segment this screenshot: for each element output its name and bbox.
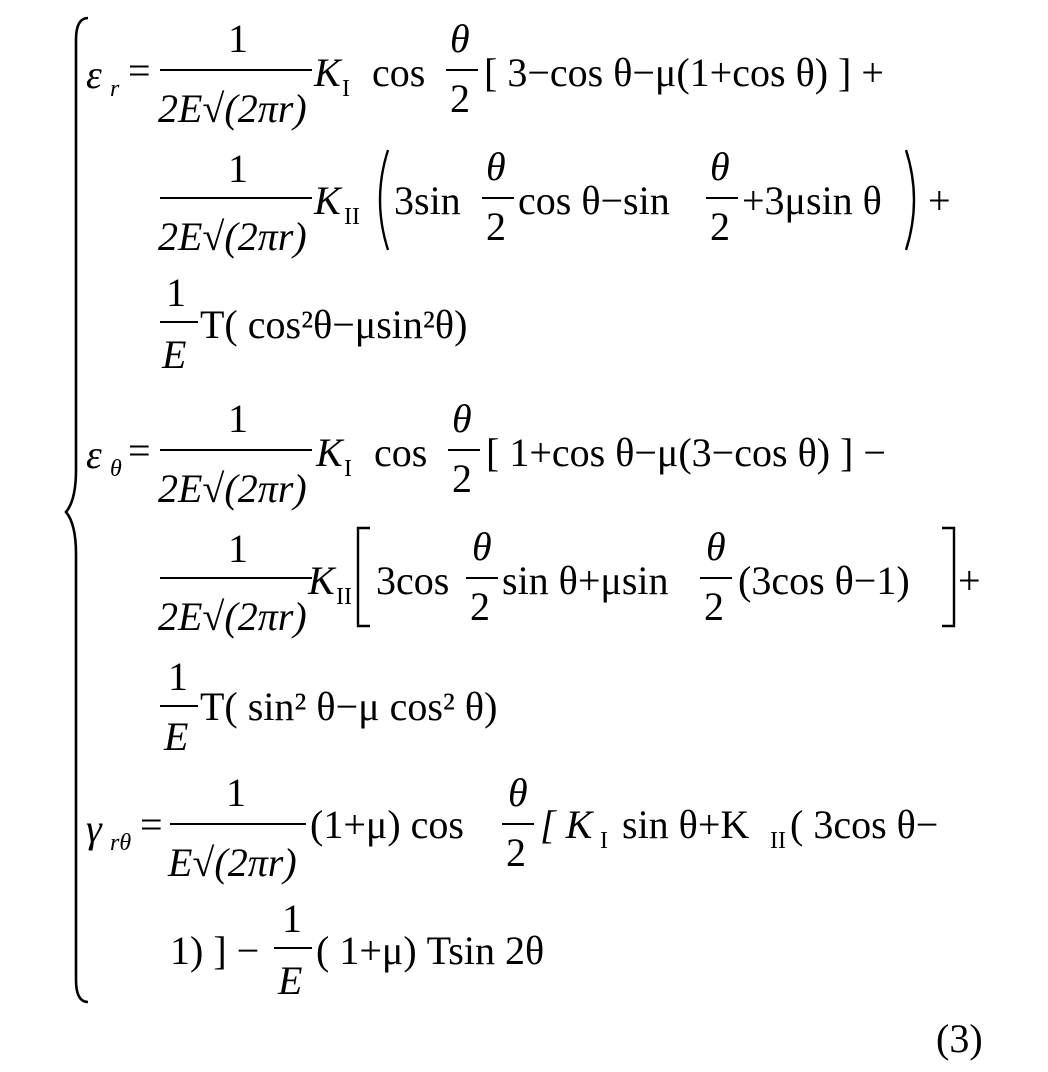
term-3cos: 3cos [376, 558, 450, 603]
equation-line-2 [158, 144, 951, 259]
k1-subscript: I [600, 828, 608, 854]
k2-subscript: II [770, 828, 786, 854]
term-3cos-minus-1: (3cos θ−1) [738, 558, 910, 603]
equation-line-1 [86, 16, 884, 131]
half-angle-denominator: 2 [506, 830, 526, 875]
half-angle-numerator: θ [452, 396, 472, 441]
left-paren-large [380, 150, 388, 250]
equation-line-6 [160, 654, 497, 759]
right-paren-large [906, 150, 914, 250]
k-subscript: II [344, 204, 360, 230]
term-sin-plus-k: sin θ+K [622, 802, 750, 847]
k-subscript: II [336, 584, 352, 610]
fraction-numerator: 1 [168, 654, 188, 699]
term-T-expression: T( sin² θ−μ cos² θ) [200, 684, 498, 729]
term-cos-minus-sin: cos θ−sin [518, 178, 670, 223]
half-angle-numerator: θ [486, 144, 506, 189]
fraction-numerator: 1 [228, 16, 248, 61]
half-angle-denominator: 2 [452, 456, 472, 501]
half-angle-denominator-2: 2 [710, 204, 730, 249]
fraction-denominator: E [164, 714, 189, 759]
term-3musin: +3μsin θ [742, 178, 882, 223]
fraction-numerator: 1 [228, 146, 248, 191]
fraction-denominator: E [162, 332, 187, 377]
term-1plusmu-cos: (1+μ) cos [310, 802, 464, 847]
equals-sign: = [140, 802, 163, 847]
left-curly-brace [66, 18, 88, 1002]
half-angle-denominator-2: 2 [704, 584, 724, 629]
fraction-numerator: 1 [166, 270, 186, 315]
fraction-denominator: E [278, 958, 303, 1003]
half-angle-numerator: θ [508, 770, 528, 815]
k-symbol: K [314, 50, 341, 95]
term-3cos-minus: ( 3cos θ− [790, 802, 939, 847]
gamma-symbol: γ [86, 806, 102, 851]
fraction-denominator: 2E√(2πr) [158, 594, 307, 639]
fraction-numerator: 1 [226, 770, 246, 815]
fraction-numerator: 1 [282, 896, 302, 941]
k-symbol: K [308, 558, 335, 603]
fraction-denominator: 2E√(2πr) [158, 466, 307, 511]
left-bracket-large [358, 528, 370, 626]
cos-text: cos [372, 50, 426, 95]
epsilon-theta-symbol: ε [86, 432, 102, 477]
trailing-plus: + [958, 558, 981, 603]
half-angle-numerator: θ [472, 524, 492, 569]
term-1-close: 1) ] − [170, 928, 260, 973]
equation-line-5 [158, 524, 981, 639]
equation-number: (3) [936, 1016, 983, 1061]
fraction-denominator: E√(2πr) [168, 840, 297, 885]
equation-line-4 [86, 396, 886, 511]
gamma-subscript: rθ [110, 830, 132, 856]
k-symbol: K [316, 430, 343, 475]
half-angle-denominator: 2 [450, 76, 470, 121]
cos-text: cos [374, 430, 428, 475]
equation-line-7 [86, 770, 938, 885]
half-angle-numerator-2: θ [706, 524, 726, 569]
half-angle-denominator: 2 [470, 584, 490, 629]
bracket-expression: [ 3−cos θ−μ(1+cos θ) ] + [484, 50, 884, 95]
k-subscript: I [344, 456, 352, 482]
epsilon-theta-subscript: θ [110, 456, 122, 482]
epsilon-r-subscript: r [110, 76, 120, 102]
equation-line-8 [170, 896, 544, 1003]
k-subscript: I [342, 76, 350, 102]
equation-line-3 [160, 270, 467, 377]
equals-sign: = [128, 428, 151, 473]
equals-sign: = [128, 48, 151, 93]
bracket-k-open: [ K [540, 802, 593, 847]
fraction-denominator: 2E√(2πr) [158, 214, 307, 259]
bracket-expression: [ 1+cos θ−μ(3−cos θ) ] − [486, 430, 886, 475]
half-angle-numerator-2: θ [710, 144, 730, 189]
half-angle-numerator: θ [450, 16, 470, 61]
term-3sin: 3sin [394, 178, 461, 223]
fraction-numerator: 1 [228, 526, 248, 571]
fraction-numerator: 1 [228, 396, 248, 441]
trailing-plus: + [928, 178, 951, 223]
epsilon-r-symbol: ε [86, 52, 102, 97]
term-1plusmu-Tsin: ( 1+μ) Tsin 2θ [316, 928, 545, 973]
term-sin-musin: sin θ+μsin [502, 558, 669, 603]
right-bracket-large [942, 528, 954, 626]
k-symbol: K [314, 178, 341, 223]
half-angle-denominator: 2 [486, 204, 506, 249]
term-T-expression: T( cos²θ−μsin²θ) [200, 302, 468, 347]
fraction-denominator: 2E√(2πr) [158, 86, 307, 131]
